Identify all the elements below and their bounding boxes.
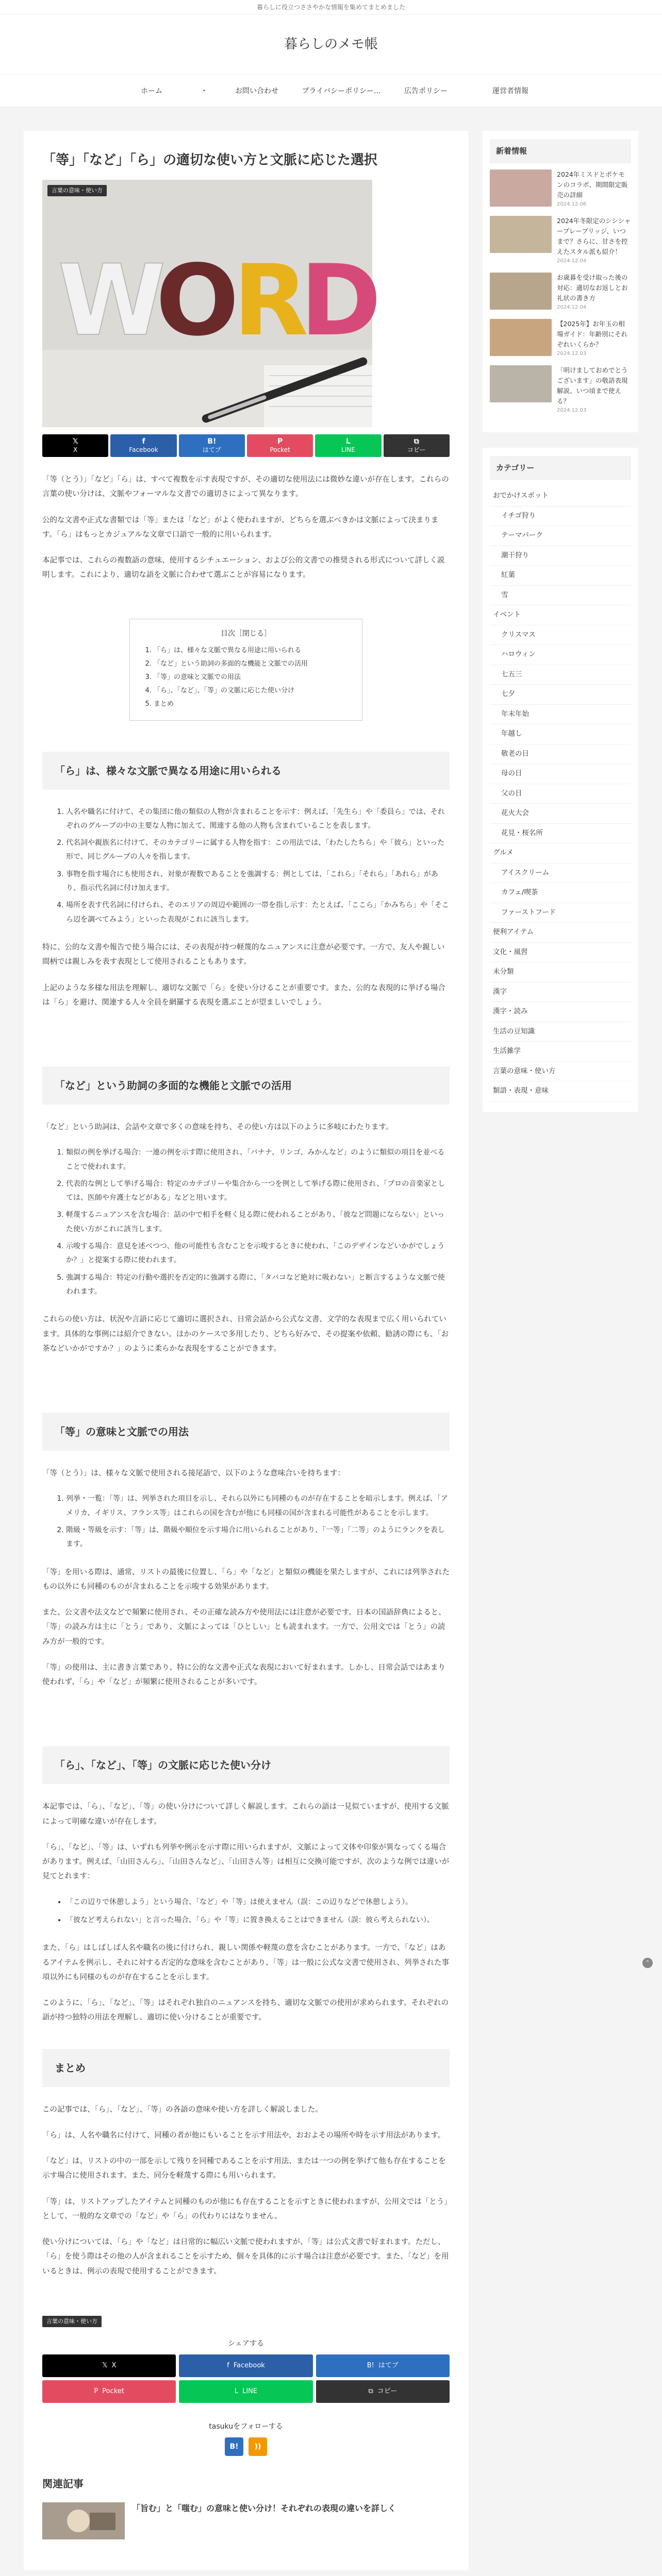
post-date: 2024.12.03 [557,351,587,357]
svg-text:O: O [156,244,239,358]
widget-title: 新着情報 [490,139,631,163]
list-item: • 「彼など考えられない」と言った場合、「ら」や「等」に置き換えることはできません（誤：彼ら考えられない）。 [66,1913,450,1927]
section-heading: まとめ [42,2049,450,2087]
copy-icon: ⧉ [368,2387,373,2395]
share-hatena-button[interactable] [316,2354,450,2377]
category-item[interactable]: 母の日 [490,764,631,784]
category-widget [483,448,638,1112]
related-thumbnail-image [42,2502,125,2539]
paragraph: 「など」は、リストの中の一部を示して残りを同種であることを示す用法、または一つの例を挙げて他も存在することを示す場合に使用されます。また、同分を軽蔑する際にも用いられます。 [42,2157,446,2180]
toc-item[interactable]: 「等」の意味と文脈での用法 [154,673,241,681]
follow-hatena-icon[interactable]: B! [225,2437,243,2456]
category-item[interactable]: イチゴ狩り [490,506,631,527]
facebook-icon: f [227,2361,229,2369]
post-date: 2024.12.04 [557,258,587,264]
x-icon: 𝕏 [72,437,78,446]
paragraph: 特に、公的な文書や報告で使う場合には、その表現が持つ軽蔑的なニュアンスに注意が必要です。一方で、友人や親しい間柄では親しみを表す表現として使用されることもあります。 [42,943,445,967]
category-item[interactable]: 七五三 [490,665,631,685]
share-label: X [73,446,78,454]
new-post-item[interactable] [490,273,631,312]
word-letters-illustration [42,180,382,427]
post-thumbnail [490,365,552,402]
category-item[interactable]: 生活雑学 [490,1042,631,1062]
article-main [24,131,468,2570]
category-item[interactable]: グルメ [490,843,631,863]
intro-paragraph: 「等（とう）」「など」「ら」は、すべて複数を示す表現ですが、その適切な使用法には微妙な違いが存在します。これらの言葉の使い分けは、文脈やフォーマルな文書での適切さによって異なります。 [42,476,449,499]
svg-text:D: D [300,244,382,358]
share-x-button[interactable] [42,434,108,457]
list-item: 2. 代名詞や親族名に付けて、そのカテゴリーに属する人物を指す：この用法では、「わたしたちら」や「彼ら」といった形で、同じグループの人々を指します。 [66,836,450,865]
follow-title: tasukuをフォローする [209,2422,283,2431]
post-title: 2024年冬限定のシシシャープレーブリッジ、いつまで？さらに、甘さを控えたスタル派も紹介！ [557,217,631,256]
share-x-button[interactable] [42,2354,176,2377]
list-item: 1. 人名や職名に付けて、その集団に他の類似の人物が含まれることを示す：例えば、「先生ら」や「委員ら」では、それぞれのグループの中の主要な人物に加えて、関連する他の人物も含まれていることを表します。 [66,805,450,834]
share-pocket-button[interactable] [42,2380,176,2403]
category-item[interactable]: 未分類 [490,962,631,982]
share-top [42,434,450,457]
section-heading: 「ら」は、様々な文脈で異なる用途に用いられる [42,752,450,790]
category-item[interactable]: 雪 [490,586,631,606]
page-top-button[interactable]: ⌃ [642,1958,653,1968]
category-label[interactable]: 言葉の意味・使い方 [47,185,107,196]
line-icon: L [346,437,351,446]
share-label: LINE [341,446,355,454]
section-list [42,1146,450,1299]
category-item[interactable]: テーマパーク [490,526,631,546]
list-item: 2. 代表的な例として挙げる場合：特定のカテゴリーや集合から一つを例として挙げる際に使用され、「プロの音楽家としては、医師や弁護士などがある」などと用います。 [66,1177,450,1206]
toc-item[interactable]: 「など」という助詞の多面的な機能と文脈での活用 [154,659,308,668]
share-label: Pocket [270,446,290,454]
line-icon: L [234,2387,239,2395]
article-title: 「等」「など」「ら」の適切な使い方と文脈に応じた選択 [42,152,378,168]
share-label: コピー [377,2387,398,2395]
post-date: 2024.12.03 [557,408,587,413]
x-icon: 𝕏 [102,2361,108,2369]
post-title: 2024年ミスドとポケモンのコラボ、期間限定販売の詳細 [557,171,628,199]
paragraph: 「等（とう）」は、様々な文脈で使用される接尾語で、以下のような意味合いを持ちます： [42,1469,345,1478]
paragraph: これらの使い方は、状況や言語に応じて適切に選択され、日常会話から公式な文書、文学的な表現まで広く用いられています。具体的な事例には紹介できない。ほかのケースで多用したり、どちら好みで、その提案や依頼、勧誘の際にも、「お茶などいかがですか？」のように柔らかな表現をすることができます。 [42,1315,449,1353]
share-label: LINE [242,2387,258,2395]
list-item: 2. 階級・等級を示す：「等」は、階級や順位を示す場合に用いられることがあり、「一等」「二等」のようにランクを表します。 [66,1523,450,1552]
category-item[interactable]: 七夕 [490,685,631,705]
category-item[interactable]: 敬老の日 [490,744,631,765]
related-article-title: 「旨む」と「嗤む」の意味と使い分け！それぞれの表現の違いを詳しく [132,2503,396,2514]
category-item[interactable]: クリスマス [490,625,631,646]
sidebar [483,131,638,1127]
category-item[interactable]: 年末年始 [490,705,631,725]
category-item[interactable]: 文化・風習 [490,943,631,963]
section-heading: 「ら」、「など」、「等」の文脈に応じた使い分け [42,1746,450,1784]
list-item: 4. 場所を表す代名詞に付けられ、そのエリアの周辺や範囲の一帯を指し示す：たとえば、「ここら」「かみちら」や「そこら辺を調べてみよう」といった表現がこれに該当します。 [66,899,450,927]
share-hatena-button[interactable] [179,434,245,457]
list-item: 1. 類似の例を挙げる場合：一連の例を示す際に使用され、「バナナ、リンゴ、みかんなど」のように類似の項目を並べることで使われます。 [66,1146,450,1174]
pocket-icon: P [94,2387,98,2395]
list-item: 5. 強調する場合：特定の行動や選択を否定的に強調する際に、「タバコなど絶対に吸わない」と断言するような文脈で使われます。 [66,1271,450,1299]
paragraph: また、「ら」はしばしば人名や職名の後に付けられ、親しい関係や軽蔑の意を含むことがあります。一方で、「など」はあるアイテムを例示し、それに対する否定的な意味を含むことがあり、「等」は一般に公式な文書で使用され、列挙された事項以外にも同様のものが存在することを示します。 [42,1944,450,1981]
eyecatch-image [42,180,382,427]
paragraph: 本記事では、「ら」、「など」、「等」の使い分けについて詳しく解説します。これらの語は一見似ていますが、使用する文脈によって明確な違いが存在します。 [42,1803,449,1826]
post-thumbnail [490,216,552,253]
table-of-contents [129,619,362,721]
toc-item[interactable]: 「ら」は、様々な文脈で異なる用途に用いられる [154,646,302,654]
category-item[interactable]: 年越し [490,724,631,744]
list-item: 3. 事物を指す場合にも使用され、対象が複数であることを強調する：例としては、「これら」「それら」「あれら」があり、指示代名詞に付け加えます。 [66,868,450,896]
nav-home[interactable]: ホーム [141,87,162,95]
list-item: 4. 示唆する場合：意見を述べつつ、他の可能性も含むことを示唆するときに使われ、「このデザインなどいかがでしょうか？」と提案する際に使われます。 [66,1240,450,1268]
list-item: • 「この辺りで休憩しよう」という場合、「など」や「等」は使えません（誤：この辺りなどで休憩しよう）。 [66,1895,450,1909]
nav-contact[interactable]: お問い合わせ [235,87,278,95]
follow-buttons [42,2437,450,2456]
share-copy-button[interactable] [384,434,450,457]
category-item[interactable]: 漢字 [490,982,631,1003]
intro-paragraph: 本記事では、これらの複数語の意味、使用するシチュエーション、および公的文書での推奨される形式について詳しく説明します。これにより、適切な語を文脈に合わせて選ぶことが容易になります。 [42,556,445,580]
site-title[interactable]: 暮らしのメモ帳 [284,37,378,52]
share-label: はてブ [202,446,221,454]
follow-rss-icon[interactable]: )) [249,2437,267,2456]
paragraph: また、公文書や法文などで頻繁に使用され、その正確な読み方や使用法には注意が必要です。日本の国語辞典によると、「等」の読み方は主に「とう」であり、文脈によっては「ひとしい」とも読まれます。一方で、公用文では「とう」の読み方が一般的です。 [42,1608,446,1646]
post-title: 「明けましておめでとうございます」の敬語表現解説、いつ頃まで使える？ [557,366,628,405]
post-thumbnail [490,273,552,310]
category-item[interactable]: 類語・表現・意味 [490,1081,631,1101]
list-item: 3. 軽蔑するニュアンスを含む場合：話の中で相手を軽く見る際に使われることがあり、「彼など問題にならない」といった使い方がこれに該当します。 [66,1208,450,1236]
section-heading: 「等」の意味と文脈での用法 [42,1413,450,1451]
new-post-item[interactable] [490,319,631,358]
new-post-item[interactable] [490,170,631,209]
related-title: 関連記事 [42,2478,84,2490]
share-label: Facebook [233,2361,265,2369]
section-list [42,1492,450,1551]
post-thumbnail [490,319,552,356]
category-item[interactable]: 漢字・読み [490,1002,631,1022]
paragraph: 上記のような多様な用法を理解し、適切な文脈で「ら」を使い分けることが重要です。また、公的な表現的に挙げる場合は「ら」を避け、関連する人々全員を網羅する表現を選ぶことが望ましいでしょう。 [42,984,445,1007]
svg-text:R: R [233,244,309,358]
section-heading: 「など」という助詞の多面的な機能と文脈での活用 [42,1066,450,1105]
nav-ad-policy[interactable]: 広告ポリシー [404,87,448,95]
paragraph: 「ら」、「など」、「等」は、いずれも列挙や例示を示す際に用いられますが、文脈によって文体や印象が異なってくる場合があります。例えば、「山田さんら」、「山田さんなど」、「山田さん等」は相互に交換可能ですが、次のような例では違いが見てとれます： [42,1843,450,1881]
category-item[interactable]: ハロウィン [490,645,631,665]
post-title: 【2025年】お年玉の相場ガイド：年齢別にそれぞれいくらか？ [557,320,628,348]
share-bottom-title: シェアする [228,2339,264,2348]
share-pocket-button[interactable] [247,434,313,457]
widget-title: カテゴリー [490,456,631,480]
share-copy-button[interactable] [316,2380,450,2403]
related-thumbnail [42,2502,125,2539]
category-item[interactable]: ファーストフード [490,903,631,923]
category-list [490,486,631,1101]
share-bottom [42,2354,450,2403]
share-label: X [111,2361,117,2369]
paragraph: 使い分けについては、「ら」や「など」は日常的に幅広い文脈で使われますが、「等」は公式文書で好まれます。ただし、「ら」を使う際はその他の人が含まれることを示すため、個々を具体的に示す場合は注意が必要です。また、「など」を用いるときは、例示の表現で使用することができます。 [42,2238,449,2276]
hatena-icon: B! [207,437,217,446]
article-tag[interactable]: 言葉の意味・使い方 [42,2316,102,2327]
new-posts-widget [483,131,638,432]
hatena-icon: B! [367,2361,374,2369]
share-line-button[interactable] [315,434,381,457]
toc-title[interactable]: 目次［閉じる］ [221,629,271,638]
post-title: お歳暮を受け取った後の対応：適切なお返しとお礼状の書き方 [557,274,628,302]
category-item[interactable]: 生活の豆知識 [490,1022,631,1042]
section-list [42,805,450,927]
related-article[interactable] [42,2502,450,2539]
category-item[interactable]: 言葉の意味・使い方 [490,1062,631,1082]
category-item[interactable]: 父の日 [490,784,631,804]
nav-operator[interactable]: 運営者情報 [492,87,528,95]
share-label: はてブ [378,2361,399,2369]
paragraph: この記事では、「ら」、「など」、「等」の各語の意味や使い方を詳しく解説しました。 [42,2105,323,2114]
paragraph: 「等」を用いる際は、通常、リストの最後に位置し、「ら」や「など」と類似の機能を果たしますが、これには列挙されたもの以外にも同種のものが含まれることを示唆する効果があります。 [42,1568,450,1591]
site-tagline: 暮らしに役立つささやかな情報を集めてまとめました [0,0,662,14]
category-item[interactable]: カフェ/喫茶 [490,883,631,903]
pocket-icon: P [277,437,283,446]
category-item[interactable]: 花火大会 [490,804,631,824]
paragraph: このように、「ら」、「など」、「等」はそれぞれ独自のニュアンスを持ち、適切な文脈での使用が求められます。それぞれの語が持つ独特の用法を理解し、適切に使い分けることが重要です。 [42,1999,449,2022]
new-post-item[interactable] [490,216,631,265]
category-item[interactable]: イベント [490,605,631,625]
post-date: 2024.12.06 [557,201,587,207]
paragraph: 「等」の使用は、主に書き言葉であり、特に公的な文書や正式な表現において好まれます。しかし、日常会話ではあまり使われず、「ら」や「など」が頻繁に使用されることが多いです。 [42,1663,445,1687]
category-item[interactable]: おでかけスポット [490,486,631,506]
new-post-item[interactable] [490,365,631,415]
post-date: 2024.12.04 [557,304,587,310]
category-item[interactable]: 紅葉 [490,566,631,586]
share-facebook-button[interactable] [179,2354,312,2377]
share-facebook-button[interactable] [110,434,176,457]
share-label: Facebook [129,446,158,454]
share-line-button[interactable] [179,2380,312,2403]
site-header [0,14,662,74]
category-item[interactable]: 便利アイテム [490,923,631,943]
post-thumbnail [490,170,552,207]
paragraph: 「ら」は、人名や職名に付けて、同種の者が他にもいることを示す用法や、おおよその場所や時を示す用法があります。 [42,2131,445,2140]
eyecatch-word: W [58,244,166,358]
share-label: コピー [407,446,426,454]
paragraph: 「等」は、リストアップしたアイテムと同種のものが他にも存在することを示すときに使われますが、公用文では「とう」として、一般的な文章での「など」や「ら」の代わりにはなりません。 [42,2197,448,2221]
facebook-icon: f [142,437,145,446]
intro-paragraph: 公的な文書や正式な書類では「等」または「など」がよく使われますが、どちらを選ぶべきかは文脈によって決まります。「ら」はもっとカジュアルな文章で口語で一般的に用いられます。 [42,516,439,539]
category-item[interactable]: 花見・桜名所 [490,824,631,844]
toc-item[interactable]: 「ら」、「など」、「等」の文脈に応じた使い分け [154,686,295,694]
section-bullets [42,1895,450,1928]
list-item: 1. 列挙・一覧：「等」は、列挙された項目を示し、それら以外にも同種のものが存在することを暗示します。例えば、「アメリカ、イギリス、フランス等」はこれらの国を含むが他にも同様の国が含まれる可能性があることを示します。 [66,1492,450,1520]
global-nav [0,74,662,107]
share-label: Pocket [102,2387,124,2395]
nav-separator: ・ [201,87,208,95]
toc-item[interactable]: まとめ [154,700,174,708]
paragraph: 「など」という助詞は、会話や文章で多くの意味を持ち、その使い方は以下のように多岐にわたります。 [42,1123,393,1132]
category-item[interactable]: アイスクリーム [490,863,631,884]
nav-privacy[interactable]: プライバシーポリシー... [302,87,381,95]
copy-icon: ⧉ [413,437,419,446]
category-item[interactable]: 潮干狩り [490,546,631,566]
